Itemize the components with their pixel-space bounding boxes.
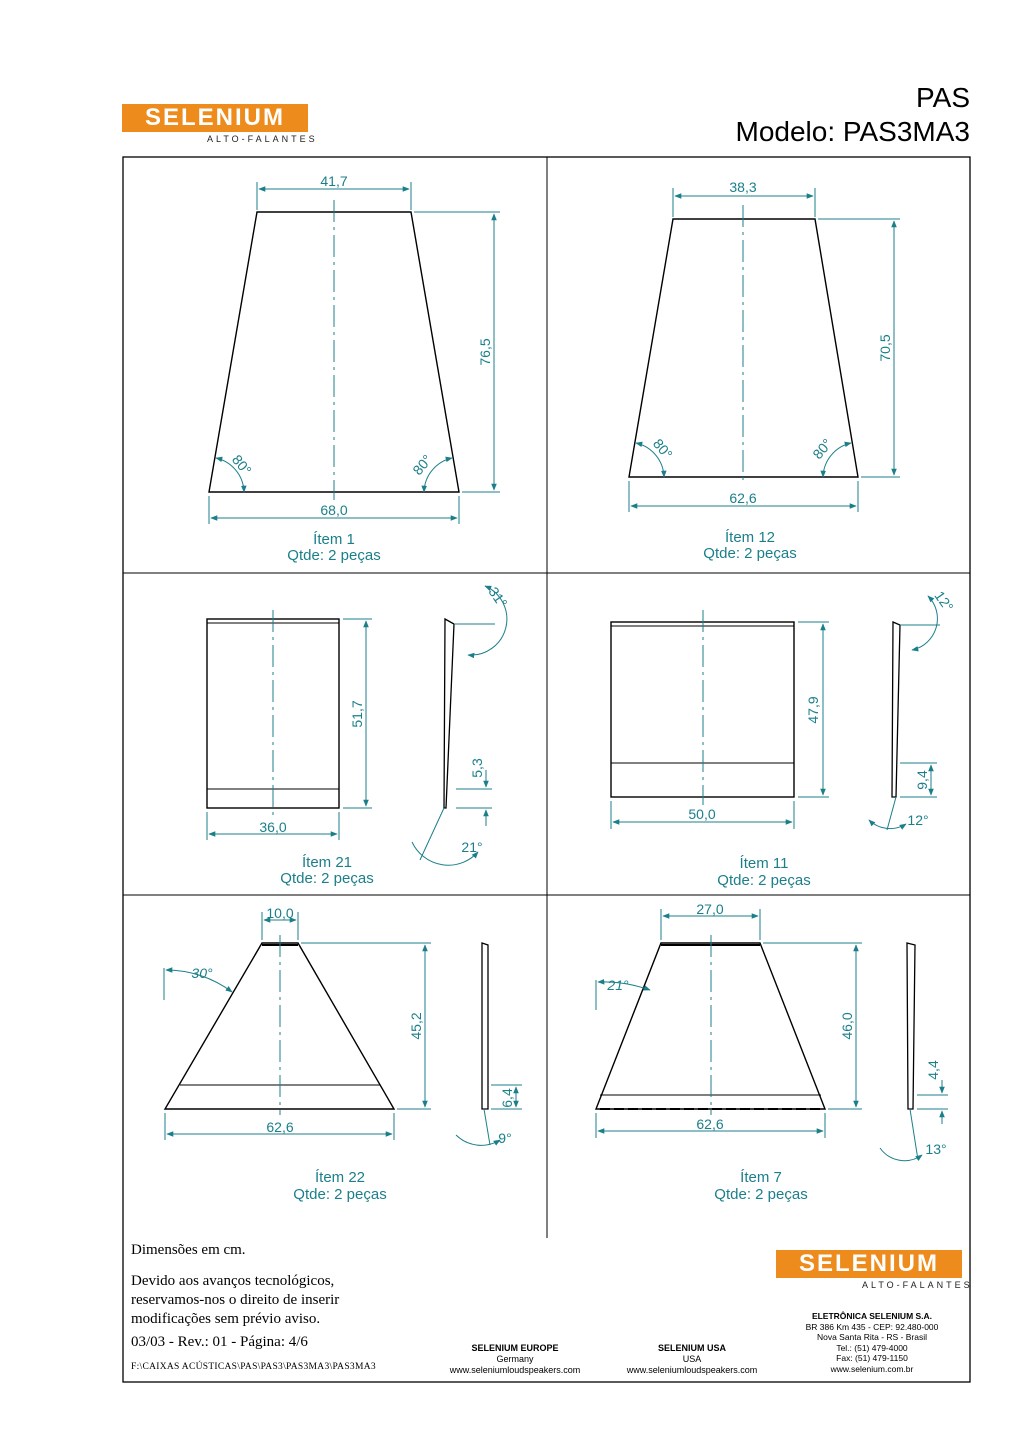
- units-note: Dimensões em cm.: [131, 1242, 246, 1258]
- europe-contact: [430, 1343, 600, 1376]
- item22-angle: 30°: [191, 965, 213, 981]
- item7-label: Ítem 7: [740, 1169, 782, 1186]
- item1-bottom-dim: 68,0: [320, 502, 348, 518]
- company-web[interactable]: www.selenium.com.br: [830, 1363, 914, 1374]
- company-contact: [782, 1311, 962, 1374]
- item21-width-dim: 36,0: [259, 819, 287, 835]
- item1-label: Ítem 1: [313, 531, 355, 548]
- company-address-2: Nova Santa Rita - RS - Brasil: [816, 1332, 928, 1342]
- item11-height-dim: 47,9: [805, 696, 821, 724]
- item21-angle-bottom: 21°: [461, 839, 483, 855]
- item21-side-dim: 5,3: [469, 758, 485, 778]
- item11-label: Ítem 11: [739, 855, 789, 872]
- disclaimer-line-2: reservamos-nos o direito de inserir: [131, 1292, 340, 1308]
- item1-drawing: [209, 182, 500, 524]
- footer-brand-subtitle: ALTO-FALANTES: [862, 1280, 973, 1290]
- item12-angle-right: 80°: [809, 435, 836, 463]
- item1-qty: Qtde: 2 peças: [287, 547, 381, 564]
- usa-country: USA: [682, 1354, 702, 1364]
- item11-angle-top: 12°: [931, 587, 957, 615]
- europe-title: SELENIUM EUROPE: [471, 1343, 559, 1353]
- item21-height-dim: 51,7: [349, 700, 365, 728]
- item12-drawing: [629, 188, 900, 512]
- item22-label: Ítem 22: [314, 1169, 366, 1186]
- brand-logo: SELENIUM: [122, 104, 308, 132]
- item11-width-dim: 50,0: [688, 806, 716, 822]
- disclaimer-line-3: modificações sem prévio aviso.: [131, 1311, 321, 1327]
- item12-angle-left: 80°: [649, 435, 676, 463]
- footer-brand-logo: SELENIUM: [776, 1250, 962, 1278]
- item12-qty: Qtde: 2 peças: [703, 545, 797, 562]
- file-path: F:\CAIXAS ACÚSTICAS\PAS\PAS3\PAS3MA3\PAS3MA3: [131, 1362, 376, 1372]
- item7-height-dim: 46,0: [839, 1012, 855, 1040]
- item21-qty: Qtde: 2 peças: [280, 870, 374, 887]
- item12-height-dim: 70,5: [877, 334, 893, 362]
- europe-country: Germany: [496, 1354, 534, 1364]
- company-phone: Tel.: (51) 479-4000: [836, 1342, 908, 1353]
- item22-qty: Qtde: 2 peças: [293, 1186, 387, 1203]
- item1-height-dim: 76,5: [477, 338, 493, 366]
- model-title: Modelo: PAS3MA3: [735, 116, 970, 147]
- item12-label: Ítem 12: [724, 529, 776, 546]
- europe-web[interactable]: www.seleniumloudspeakers.com: [449, 1365, 581, 1375]
- item1-angle-right: 80°: [409, 451, 436, 479]
- disclaimer-line-1: Devido aos avanços tecnológicos,: [131, 1273, 335, 1289]
- usa-title: SELENIUM USA: [657, 1343, 726, 1353]
- item22-side-angle: 9°: [498, 1130, 512, 1146]
- item12-bottom-dim: 62,6: [729, 490, 757, 506]
- item11-qty: Qtde: 2 peças: [717, 872, 811, 889]
- item12-top-dim: 38,3: [729, 179, 757, 195]
- item7-qty: Qtde: 2 peças: [714, 1186, 808, 1203]
- brand-subtitle: ALTO-FALANTES: [207, 134, 318, 144]
- item22-top-dim: 10,0: [266, 905, 294, 921]
- item7-drawing: [596, 909, 948, 1161]
- product-line: PAS: [916, 82, 970, 113]
- company-fax: Fax: (51) 479-1150: [836, 1353, 908, 1363]
- company-address-1: BR 386 Km 435 - CEP: 92.480-000: [805, 1321, 939, 1332]
- usa-contact: [607, 1343, 777, 1376]
- item21-angle-top: 31°: [485, 583, 511, 611]
- item22-drawing: [164, 912, 522, 1145]
- item7-bottom-dim: 62,6: [696, 1116, 724, 1132]
- revision-info: 03/03 - Rev.: 01 - Página: 4/6: [131, 1334, 308, 1350]
- item7-angle: 21°: [607, 977, 629, 993]
- item22-height-dim: 45,2: [408, 1012, 424, 1040]
- item1-top-dim: 41,7: [320, 173, 348, 189]
- item22-bottom-dim: 62,6: [266, 1119, 294, 1135]
- item7-side-dim: 4,4: [925, 1060, 941, 1080]
- item11-drawing: [611, 596, 940, 830]
- item11-side-dim: 9,4: [914, 770, 930, 790]
- item1-angle-left: 80°: [228, 451, 255, 479]
- item11-angle-bottom: 12°: [907, 812, 929, 828]
- item7-side-angle: 13°: [925, 1141, 947, 1157]
- usa-web[interactable]: www.seleniumloudspeakers.com: [626, 1365, 758, 1375]
- item21-label: Ítem 21: [301, 854, 353, 871]
- company-name: ELETRÔNICA SELENIUM S.A.: [811, 1311, 933, 1321]
- item22-side-dim: 6,4: [499, 1088, 515, 1108]
- item7-top-dim: 27,0: [696, 901, 724, 917]
